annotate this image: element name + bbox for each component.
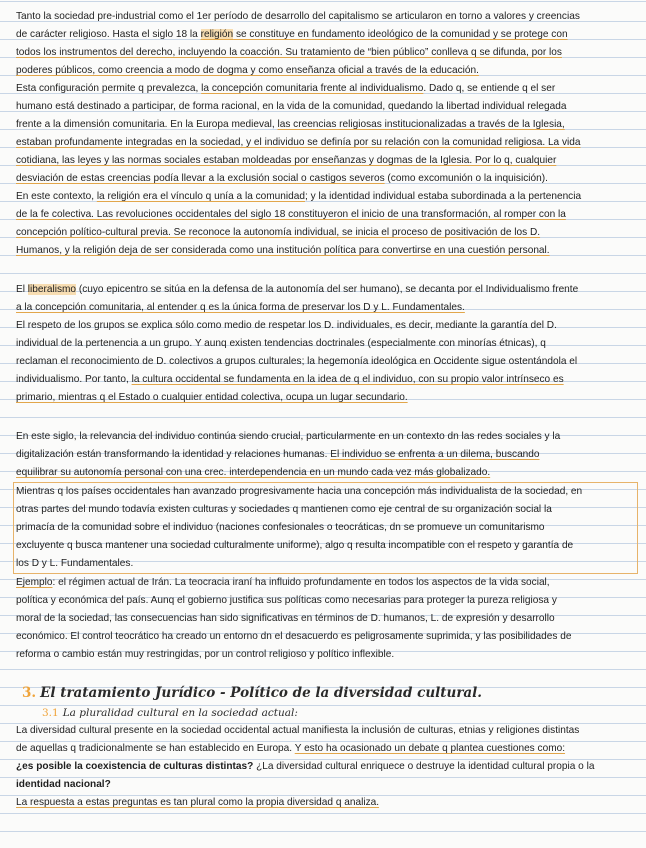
text-line: moral de la sociedad, las consecuencias han sido significativas en términos de D. humanos, L. de expresión y desarrollo (16, 613, 555, 624)
text-line: Ejemplo: el régimen actual de Irán. La teocracia iraní ha influido profundamente en todos los aspectos de la vida social, (16, 577, 550, 588)
highlight: liberalismo (27, 284, 77, 295)
text-line: La diversidad cultural presente en la sociedad occidental actual manifiesta la inclusión de culturas, etnias y religiones distintas (16, 725, 580, 736)
text-line: humano está destinado a participar, de forma racional, en la vida de la comunidad, quedando la libertad individual relegada (16, 101, 567, 112)
text-line: En este siglo, la relevancia del individuo continúa siendo crucial, particularmente en un contexto dn las redes sociales y la (16, 431, 561, 442)
text-line: de la fe colectiva. Las revoluciones occidentales del siglo 18 constituyeron el inicio de una transformación, al romper con la (16, 209, 566, 220)
paragraph-4 (16, 722, 636, 812)
text-line: Mientras q los países occidentales han avanzado progresivamente hacia una concepción más individualista de la sociedad, en (16, 486, 583, 497)
text-line: Humanos, y la religión deja de ser considerada como una institución política para convertirse en una cuestión personal. (16, 245, 550, 256)
text-line: La respuesta a estas preguntas es tan plural como la propia diversidad q analiza. (16, 797, 380, 808)
text-line: todos los instrumentos del derecho, incluyendo la coacción. Su tratamiento de “bien público” conlleva q se difunda, por los (16, 47, 562, 58)
text-line: reclaman el reconocimiento de D. colectivos a grupos culturales; la hegemonía ideológica en Occidente sigue ostentándola el (16, 356, 578, 367)
text-line: individual de la pertenencia a un grupo. Y aunq existen tendencias doctrinales (especialmente con minorías étnicas), q (16, 338, 546, 349)
text-line: Tanto la sociedad pre-industrial como el 1er período de desarrollo del capitalismo se articularon en torno a valores y creencias (16, 11, 580, 22)
paragraph-3 (16, 428, 636, 664)
text-line: primacía de la comunidad sobre el individuo (naciones confesionales o teocráticas, dn se promueve un comunitarismo (16, 522, 545, 533)
text-line: estaban profundamente integradas en la sociedad, y el individuo se definía por su relación con la comunidad religiosa. La vida (16, 137, 581, 148)
text-line: ¿es posible la coexistencia de culturas distintas? ¿La diversidad cultural enriquece o destruye la identidad cultural propia o la (16, 761, 595, 772)
text-line: a la concepción comunitaria, al entender q es la única forma de preservar los D y L. Fundamentales. (16, 302, 465, 313)
text-line: identidad nacional? (16, 779, 111, 790)
text-line: política y económica del país. Aunq el gobierno justifica sus políticas como necesarias para proteger la pureza religiosa y (16, 595, 557, 606)
text-line: El liberalismo (cuyo epicentro se sitúa en la defensa de la autonomía del ser humano), se decanta por el Individualismo frente (16, 284, 579, 295)
text-line: concepción político-cultural previa. Se reconoce la autonomía individual, se inicia el proceso de positivación de los D. (16, 227, 541, 238)
subsection-heading: 3.1 La pluralidad cultural en la sociedad actual: (42, 707, 298, 719)
text-line: Esta configuración permite q prevalezca, la concepción comunitaria frente al individualismo. Dado q, se entiende q el ser (16, 83, 556, 94)
highlight: religión (200, 29, 234, 40)
text-line: cotidiana, las leyes y las normas sociales estaban moldeadas por enseñanzas y dogmas de la Iglesia. Por lo q, cualquier (16, 155, 557, 166)
text-line: de aquellas q tradicionalmente se han establecido en Europa. Y esto ha ocasionado un debate q plantea cuestiones como: (16, 743, 566, 754)
text-line: desviación de estas creencias podía llevar a la exclusión social o castigos severos (como excomunión o la inquisición). (16, 173, 548, 184)
text-line: El respeto de los grupos se explica sólo como medio de respetar los D. individuales, es decir, mediante la garantía del D. (16, 320, 557, 331)
boxed-paragraph (13, 482, 638, 574)
text-line: poderes públicos, como creencia a modo de dogma y como enseñanza oficial a través de la educación. (16, 65, 479, 76)
text-line: En este contexto, la religión era el vínculo q unía a la comunidad; y la identidad individual estaba subordinada a la pertenencia (16, 191, 582, 202)
text-line: económico. El control teocrático ha creado un entorno dn el desacuerdo es peligrosamente suprimida, y las posibilidades de (16, 631, 572, 642)
text-line: primario, mientras q el Estado o cualquier entidad colectiva, ocupa un lugar secundario. (16, 392, 408, 403)
text-line: de carácter religioso. Hasta el siglo 18 la religión se constituye en fundamento ideológico de la comunidad y se protege con (16, 29, 568, 40)
text-line: excluyente q busca mantener una sociedad culturalmente uniforme), algo q resulta incompatible con el respeto y garantía de (16, 540, 574, 551)
paragraph-2 (16, 281, 636, 407)
text-line: otras partes del mundo todavía existen culturas y sociedades q mantienen como eje central de su organización social la (16, 504, 552, 515)
example-label: Ejemplo (16, 577, 53, 588)
text-line: los D y L. Fundamentales. (16, 558, 134, 569)
text-line: reforma o cambio están muy restringidas, por un control religioso y político inflexible. (16, 649, 395, 660)
text-line: equilibrar su autonomía personal con una crec. interdependencia en un mundo cada vez más globalizado. (16, 467, 491, 478)
text-line: digitalización están transformando la identidad y relaciones humanas. El individuo se enfrenta a un dilema, buscando (16, 449, 540, 460)
paragraph-1 (16, 8, 636, 260)
text-line: individualismo. Por tanto, la cultura occidental se fundamenta en la idea de q el individuo, con su propio valor intrínseco es (16, 374, 564, 385)
section-heading: 3. El tratamiento Jurídico - Político de la diversidad cultural. (22, 685, 483, 701)
text-line: frente a la dimensión comunitaria. En la Europa medieval, las creencias religiosas institucionalizadas a través de la Iglesia, (16, 119, 565, 130)
